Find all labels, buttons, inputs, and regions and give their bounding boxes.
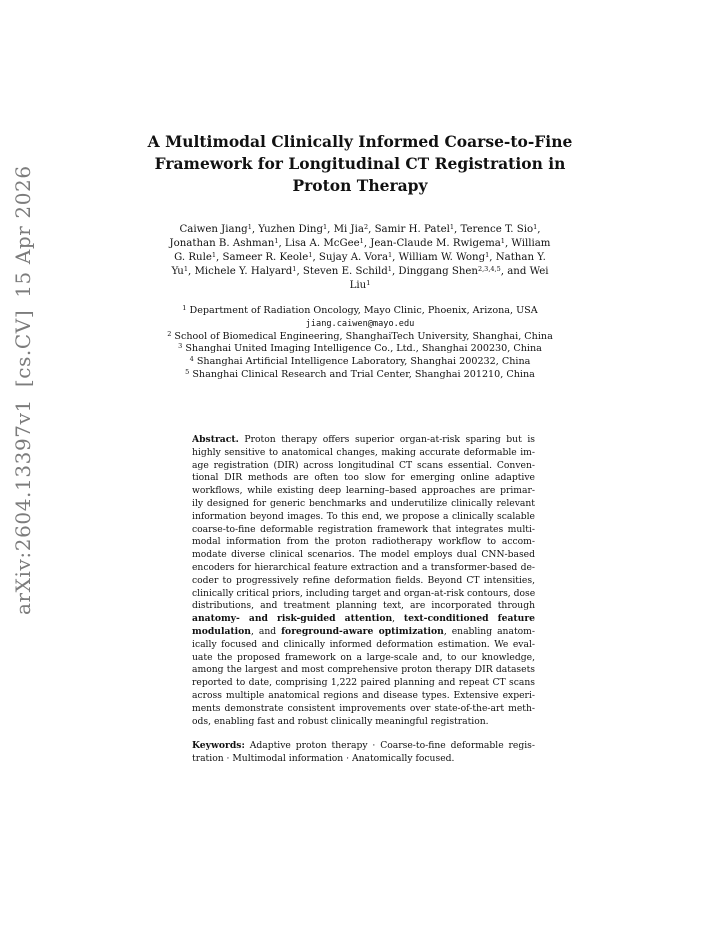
affiliation-item: $^4$ Shanghai Artificial Intelligence Laboratory, Shanghai 200232, China <box>189 355 531 368</box>
affiliation-item: $^2$ School of Biomedical Engineering, ShanghaiTech University, Shanghai, China <box>167 329 553 342</box>
author-list <box>0 223 720 293</box>
affiliation-item: $^1$ Department of Radiation Oncology, Mayo Clinic, Phoenix, Arizona, USA <box>182 304 538 316</box>
abstract-line: ically focused and clinically informed deformation estimation. We eval- <box>192 638 535 650</box>
abstract-line: uate the proposed framework on a large-scale and, to our knowledge, <box>192 651 535 663</box>
affiliations <box>0 305 720 382</box>
abstract-line: tional DIR methods are often too slow for emerging online adaptive <box>192 472 535 484</box>
abstract-line: coarse-to-fine deformable registration framework that integrates multi- <box>192 523 535 535</box>
abstract-line: modulation, and foreground-aware optimization, enabling anatom- <box>192 625 535 637</box>
title-line: Proton Therapy <box>292 176 428 195</box>
keywords-line: tration · Multimodal information · Anatomically focused. <box>192 752 455 764</box>
abstract-line: age registration (DIR) across longitudinal CT scans essential. Conven- <box>192 459 535 471</box>
abstract-line: reported to date, comprising 1,222 paired planning and repeat CT scans <box>192 677 535 689</box>
arxiv-category: [cs.CV] <box>11 309 35 388</box>
abstract-line: clinically critical priors, including target and organ-at-risk contours, dose <box>192 587 535 599</box>
abstract-line: Abstract. Proton therapy offers superior organ-at-risk sparing but is <box>192 434 535 445</box>
abstract-label: Abstract. <box>192 434 239 445</box>
abstract-line: modal information from the proton radiotherapy workflow to accom- <box>192 536 535 548</box>
keywords-line: Keywords: Adaptive proton therapy · Coarse-to-fine deformable regis- <box>192 740 535 751</box>
author-line: G. Rule$^1$, Sameer R. Keole$^1$, Sujay A. Vora$^1$, William W. Wong$^1$, Nathan Y. <box>174 251 546 263</box>
abstract-line: ments demonstrate consistent improvements over state-of-the-art meth- <box>192 702 535 714</box>
keywords <box>192 740 535 766</box>
author-line: Caiwen Jiang$^1$, Yuzhen Ding$^1$, Mi Jia$^2$, Samir H. Patel$^1$, Terence T. Sio$^1$, <box>179 223 541 235</box>
abstract-line: coder to progressively refine deformation fields. Beyond CT intensities, <box>192 574 535 586</box>
abstract-line: distributions, and treatment planning text, are incorporated through <box>192 600 535 612</box>
keywords-label: Keywords: <box>192 740 245 751</box>
abstract-line: ily designed for generic benchmarks and underutilize clinically relevant <box>192 497 535 509</box>
abstract-line: highly sensitive to anatomical changes, making accurate deformable im- <box>192 446 535 458</box>
author-line: Liu$^1$ <box>349 279 371 291</box>
author-line: Yu$^1$, Michele Y. Halyard$^1$, Steven E. Schild$^1$, Dinggang Shen$^{2,3,4,5}$, and Wei <box>171 265 549 277</box>
abstract-line: anatomy- and risk-guided attention, text-conditioned feature <box>192 613 535 625</box>
title-line: A Multimodal Clinically Informed Coarse-to-Fine <box>147 132 573 151</box>
abstract-line: ods, enabling fast and robust clinically meaningful registration. <box>192 715 489 727</box>
arxiv-id: arXiv:2604.13397v1 <box>11 399 35 615</box>
abstract-line: across multiple anatomical regions and disease types. Extensive experi- <box>192 689 535 701</box>
arxiv-date: 15 Apr 2026 <box>11 165 35 298</box>
contact-email[interactable]: jiang.caiwen@mayo.edu <box>305 318 415 329</box>
abstract-line: modate diverse clinical scenarios. The model employs dual CNN-based <box>192 549 535 561</box>
abstract <box>192 434 535 728</box>
abstract-line: encoders for hierarchical feature extraction and a transformer-based de- <box>192 561 535 573</box>
affiliation-item: $^3$ Shanghai United Imaging Intelligence Co., Ltd., Shanghai 200230, China <box>178 342 542 355</box>
author-line: Jonathan B. Ashman$^1$, Lisa A. McGee$^1$, Jean-Claude M. Rwigema$^1$, William <box>169 237 551 249</box>
paper-title <box>0 131 720 197</box>
abstract-line: workflows, while existing deep learning–based approaches are primar- <box>192 485 535 497</box>
abstract-line: among the largest and most comprehensive proton therapy DIR datasets <box>192 664 535 676</box>
affiliation-item: $^5$ Shanghai Clinical Research and Trial Center, Shanghai 201210, China <box>185 367 535 380</box>
abstract-line: information beyond images. To this end, we propose a clinically scalable <box>192 510 535 522</box>
title-line: Framework for Longitudinal CT Registration in <box>154 154 566 173</box>
